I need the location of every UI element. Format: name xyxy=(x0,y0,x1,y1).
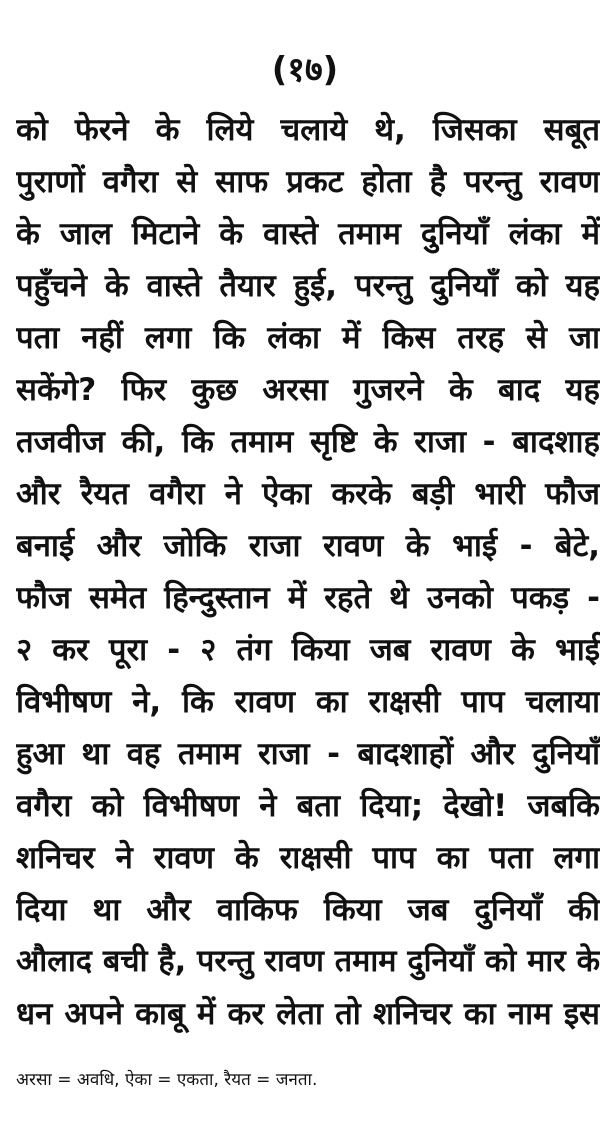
text-line: धन अपने काबू में कर लेता तो शनिचर का नाम इस xyxy=(16,996,600,1032)
text-line: शनिचर ने रावण के राक्षसी पाप का पता लगा xyxy=(16,840,600,876)
footnote: अरसा = अवधि, ऐका = एकता, रैयत = जनता. xyxy=(16,1070,318,1090)
text-line: फौज समेत हिन्दुस्तान में रहते थे उनको पकड़ - xyxy=(16,580,600,616)
text-line: बनाई और जोकि राजा रावण के भाई - बेटे, xyxy=(16,528,600,564)
text-line: तजवीज की, कि तमाम सृष्टि के राजा - बादशाह xyxy=(16,424,600,460)
text-line: के जाल मिटाने के वास्ते तमाम दुनियाँ लंका में xyxy=(16,216,600,252)
text-line: २ कर पूरा - २ तंग किया जब रावण के भाई xyxy=(16,632,600,668)
text-line: पुराणों वगैरा से साफ प्रकट होता है परन्तु रावण xyxy=(16,164,600,200)
text-line: दिया था और वाकिफ किया जब दुनियाँ की xyxy=(16,892,600,928)
text-line: को फेरने के लिये चलाये थे, जिसका सबूत xyxy=(16,112,600,148)
page-number: (१७) xyxy=(271,50,339,90)
text-line: हुआ था वह तमाम राजा - बादशाहों और दुनियाँ xyxy=(16,736,600,772)
text-line: पता नहीं लगा कि लंका में किस तरह से जा xyxy=(16,320,600,356)
text-line: विभीषण ने, कि रावण का राक्षसी पाप चलाया xyxy=(16,684,600,720)
text-line: वगैरा को विभीषण ने बता दिया; देखो! जबकि xyxy=(16,788,600,824)
text-line: औलाद बची है, परन्तु रावण तमाम दुनियाँ को मार के xyxy=(16,944,600,979)
text-line: और रैयत वगैरा ने ऐका करके बड़ी भारी फौज xyxy=(16,476,600,512)
body-text xyxy=(16,104,600,1040)
text-line: सकेंगे? फिर कुछ अरसा गुजरने के बाद यह xyxy=(16,372,600,408)
text-line: पहुँचने के वास्ते तैयार हुई, परन्तु दुनियाँ को यह xyxy=(16,268,600,304)
